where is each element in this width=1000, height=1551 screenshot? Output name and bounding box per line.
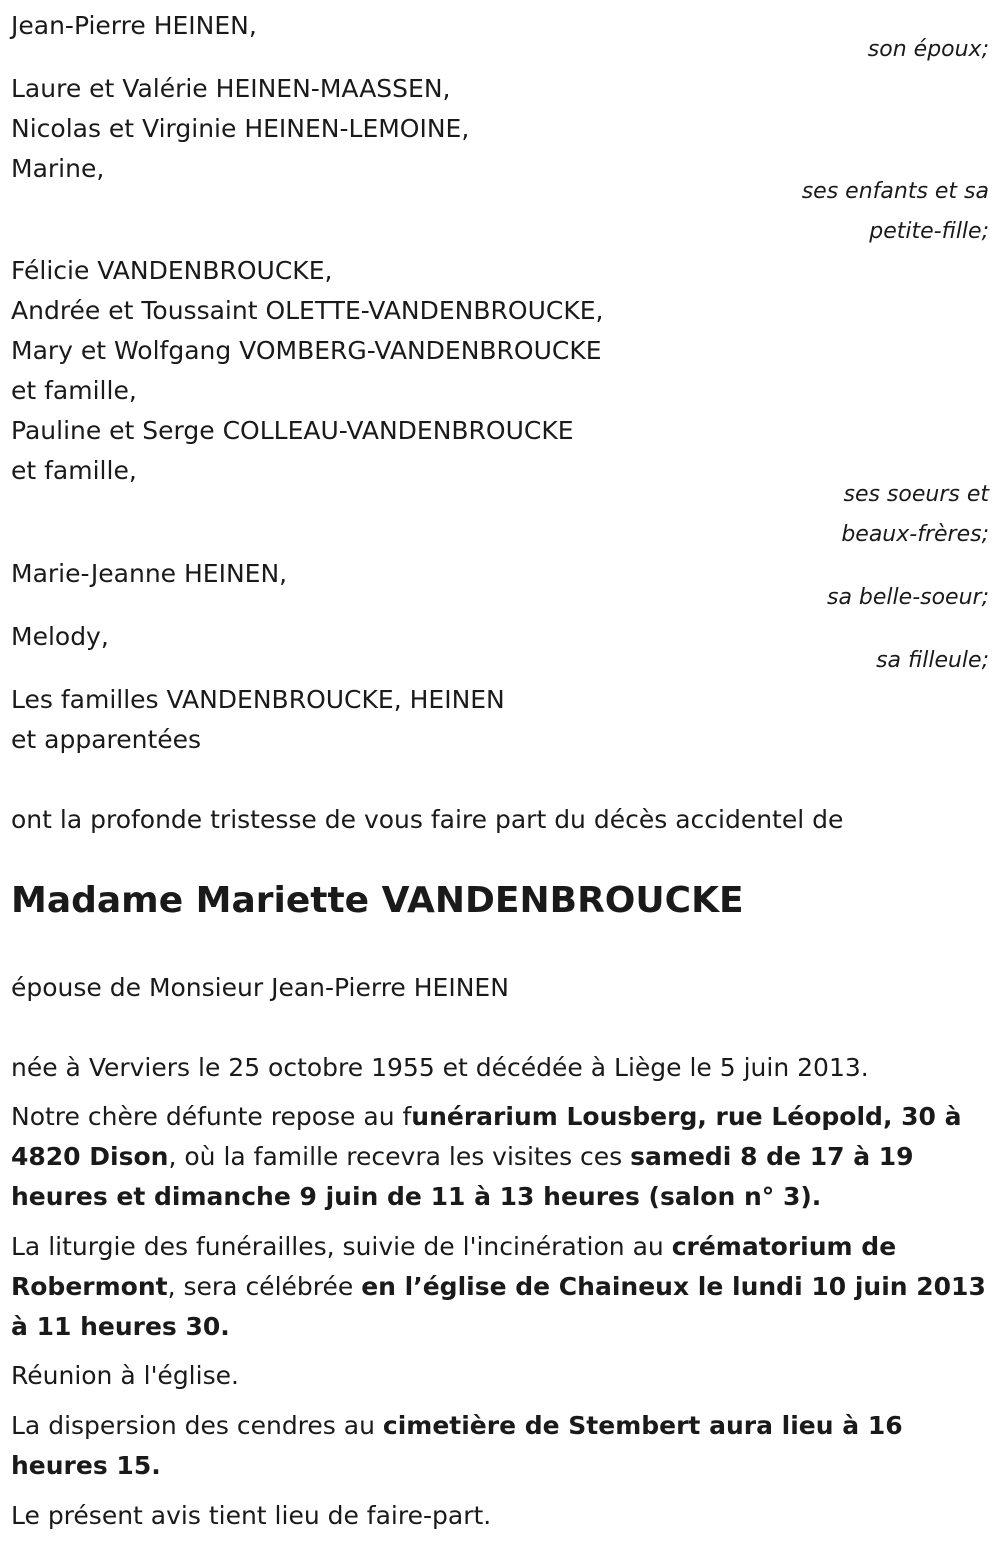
sister-in-law-name: Marie-Jeanne HEINEN, <box>11 559 288 588</box>
liturgy-bold-2: en l’église de Chaineux le lundi 10 juin 2013 à 11 heures 30. <box>11 1272 986 1341</box>
siblings-role-1: ses soeurs et <box>843 482 989 507</box>
liturgy-paragraph <box>11 1227 991 1347</box>
siblings-line-4: et famille, <box>11 376 137 405</box>
dispersion-bold-1: cimetière de Stembert aura lieu à 16 heures 15. <box>11 1411 903 1480</box>
siblings-line-1: Félicie VANDENBROUCKE, <box>11 256 333 285</box>
children-line-1: Laure et Valérie HEINEN-MAASSEN, <box>11 74 451 103</box>
spouse-role: son époux; <box>867 37 989 62</box>
closing-line: Le présent avis tient lieu de faire-part. <box>11 1501 492 1530</box>
liturgy-text-2: , sera célébrée <box>167 1272 362 1301</box>
deceased-name: Madame Mariette VANDENBROUCKE <box>11 880 744 921</box>
visitation-text-2: , où la famille recevra les visites ces <box>168 1142 631 1171</box>
siblings-line-6: et famille, <box>11 456 137 485</box>
meeting-line: Réunion à l'église. <box>11 1361 239 1390</box>
relatives-line-2: et apparentées <box>11 725 202 754</box>
siblings-role-2: beaux-frères; <box>841 522 989 547</box>
goddaughter-role: sa filleule; <box>876 648 989 673</box>
liturgy-bold-1: crématorium de Robermont <box>11 1232 897 1301</box>
dispersion-paragraph <box>11 1406 991 1486</box>
dispersion-text-1: La dispersion des cendres au <box>11 1411 383 1440</box>
siblings-line-3: Mary et Wolfgang VOMBERG-VANDENBROUCKE <box>11 336 602 365</box>
children-line-2: Nicolas et Virginie HEINEN-LEMOINE, <box>11 114 470 143</box>
children-line-3: Marine, <box>11 154 105 183</box>
liturgy-text-1: La liturgie des funérailles, suivie de l'incinération au <box>11 1232 672 1261</box>
visitation-bold-1: unérarium Lousberg, rue Léopold, 30 à 4820 Dison <box>11 1102 962 1171</box>
announcement-text: ont la profonde tristesse de vous faire part du décès accidentel de <box>11 805 844 834</box>
visitation-text-1: Notre chère défunte repose au f <box>11 1102 412 1131</box>
relatives-line-1: Les familles VANDENBROUCKE, HEINEN <box>11 685 505 714</box>
spouse-of-line: épouse de Monsieur Jean-Pierre HEINEN <box>11 973 509 1002</box>
visitation-bold-2: samedi 8 de 17 à 19 heures et dimanche 9 juin de 11 à 13 heures (salon n° 3). <box>11 1142 914 1211</box>
spouse-name: Jean-Pierre HEINEN, <box>11 11 257 40</box>
sister-in-law-role: sa belle-soeur; <box>827 585 989 610</box>
children-role-2: petite-fille; <box>869 219 989 244</box>
birth-death-line: née à Verviers le 25 octobre 1955 et décédée à Liège le 5 juin 2013. <box>11 1053 869 1082</box>
goddaughter-name: Melody, <box>11 622 109 651</box>
siblings-line-5: Pauline et Serge COLLEAU-VANDENBROUCKE <box>11 416 574 445</box>
children-role-1: ses enfants et sa <box>801 179 989 204</box>
visitation-paragraph <box>11 1097 991 1217</box>
siblings-line-2: Andrée et Toussaint OLETTE-VANDENBROUCKE, <box>11 296 604 325</box>
